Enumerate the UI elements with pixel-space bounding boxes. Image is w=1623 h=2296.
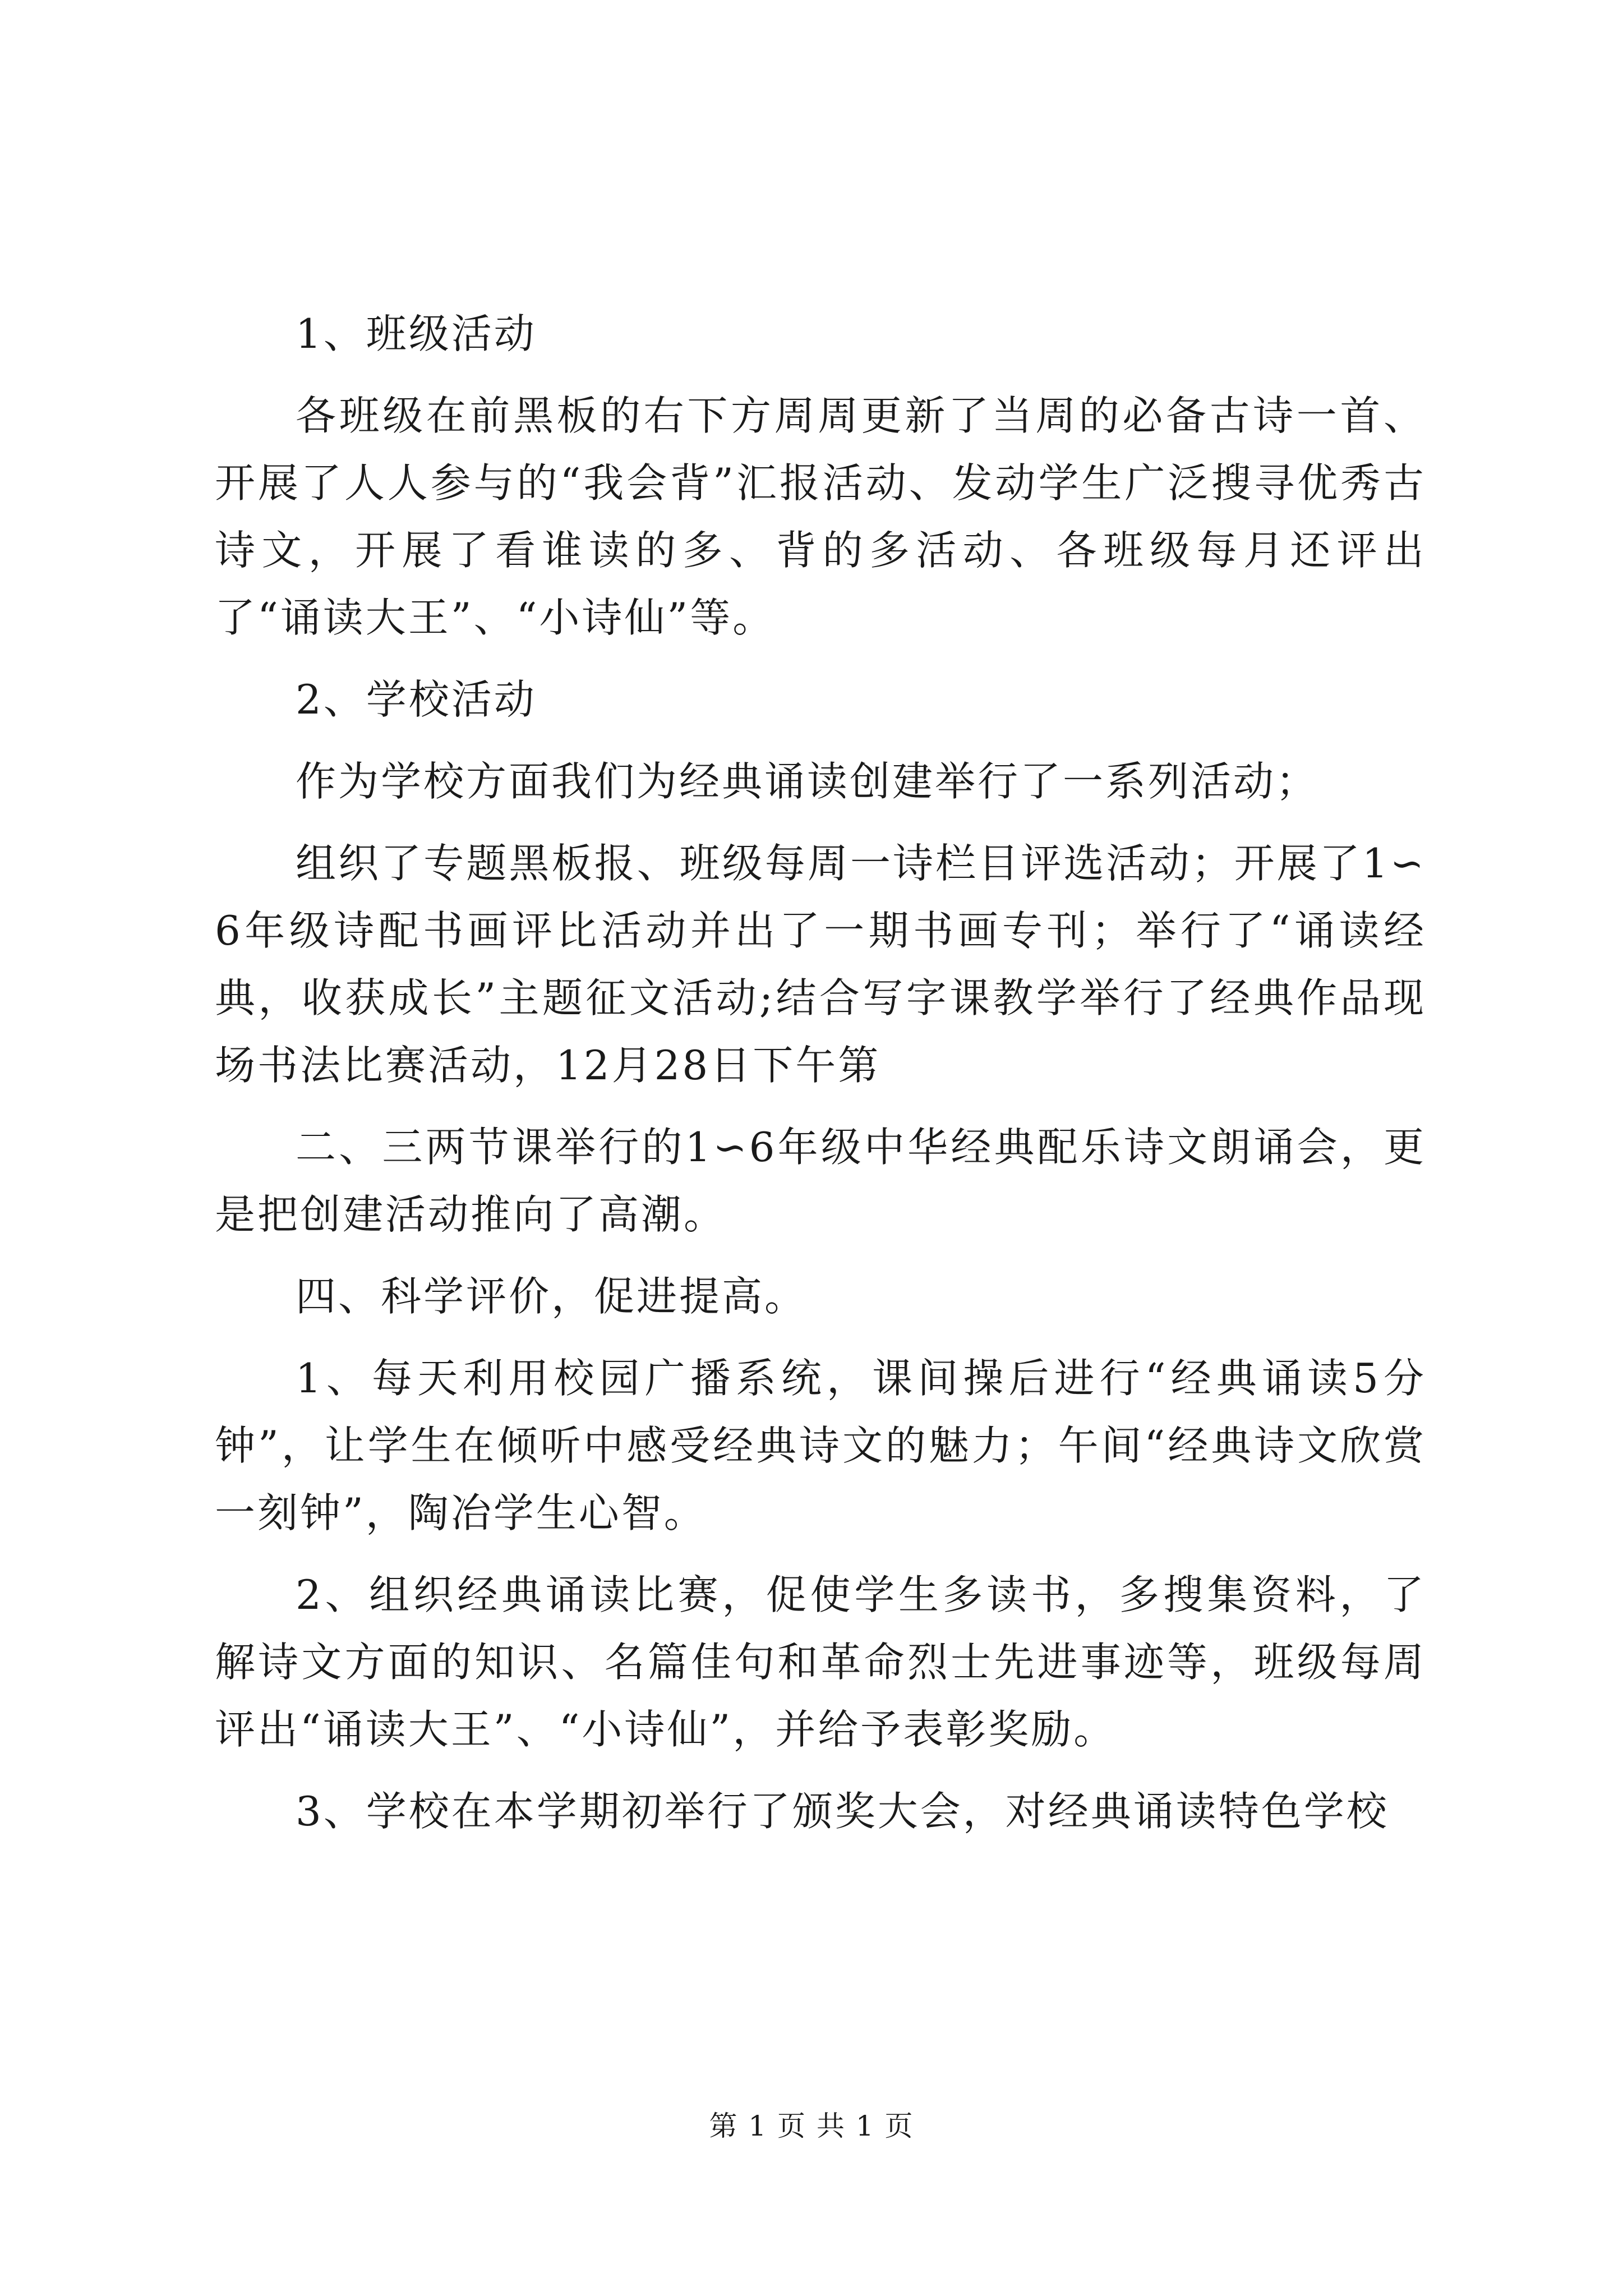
paragraph-evaluation-3: 3、学校在本学期初举行了颁奖大会，对经典诵读特色学校 [296,1788,1389,1835]
paragraph-school-intro: 作为学校方面我们为经典诵读创建举行了一系列活动； [296,758,1319,805]
paragraph-class-activities: 各班级在前黑板的右下方周周更新了当周的必备古诗一首、开展了人人参与的“我会背”汇报活动、发动学生广泛搜寻优秀古诗文，开展了看谁读的多、背的多活动、各班级每月还评出了“诵读大王”、“小诗仙”等。 [215,392,1426,641]
section-heading-evaluation: 四、科学评价，促进提高。 [296,1273,808,1320]
section-heading-class-activities: 1、班级活动 [296,310,537,357]
paragraph-school-activities: 组织了专题黑板报、班级每周一诗栏目评选活动；开展了1∽6年级诗配书画评比活动并出了一期书画专刊；举行了“诵读经典，收获成长”主题征文活动;结合写字课教学举行了经典作品现场书法比赛活动，12月28日下午第 [215,840,1426,1089]
page-footer: 第 1 页 共 1 页 [709,2110,914,2142]
section-heading-school-activities: 2、学校活动 [296,676,537,723]
paragraph-evaluation-1: 1、每天利用校园广播系统，课间操后进行“经典诵读5分钟”，让学生在倾听中感受经典诗文的魅力；午间“经典诗文欣赏一刻钟”，陶冶学生心智。 [215,1355,1426,1536]
paragraph-evaluation-2: 2、组织经典诵读比赛，促使学生多读书，多搜集资料，了解诗文方面的知识、名篇佳句和革命烈士先进事迹等，班级每周评出“诵读大王”、“小诗仙”，并给予表彰奖励。 [215,1571,1426,1753]
paragraph-recitation-event: 二、三两节课举行的1∽6年级中华经典配乐诗文朗诵会，更是把创建活动推向了高潮。 [215,1124,1426,1238]
document-body [215,300,1426,1860]
